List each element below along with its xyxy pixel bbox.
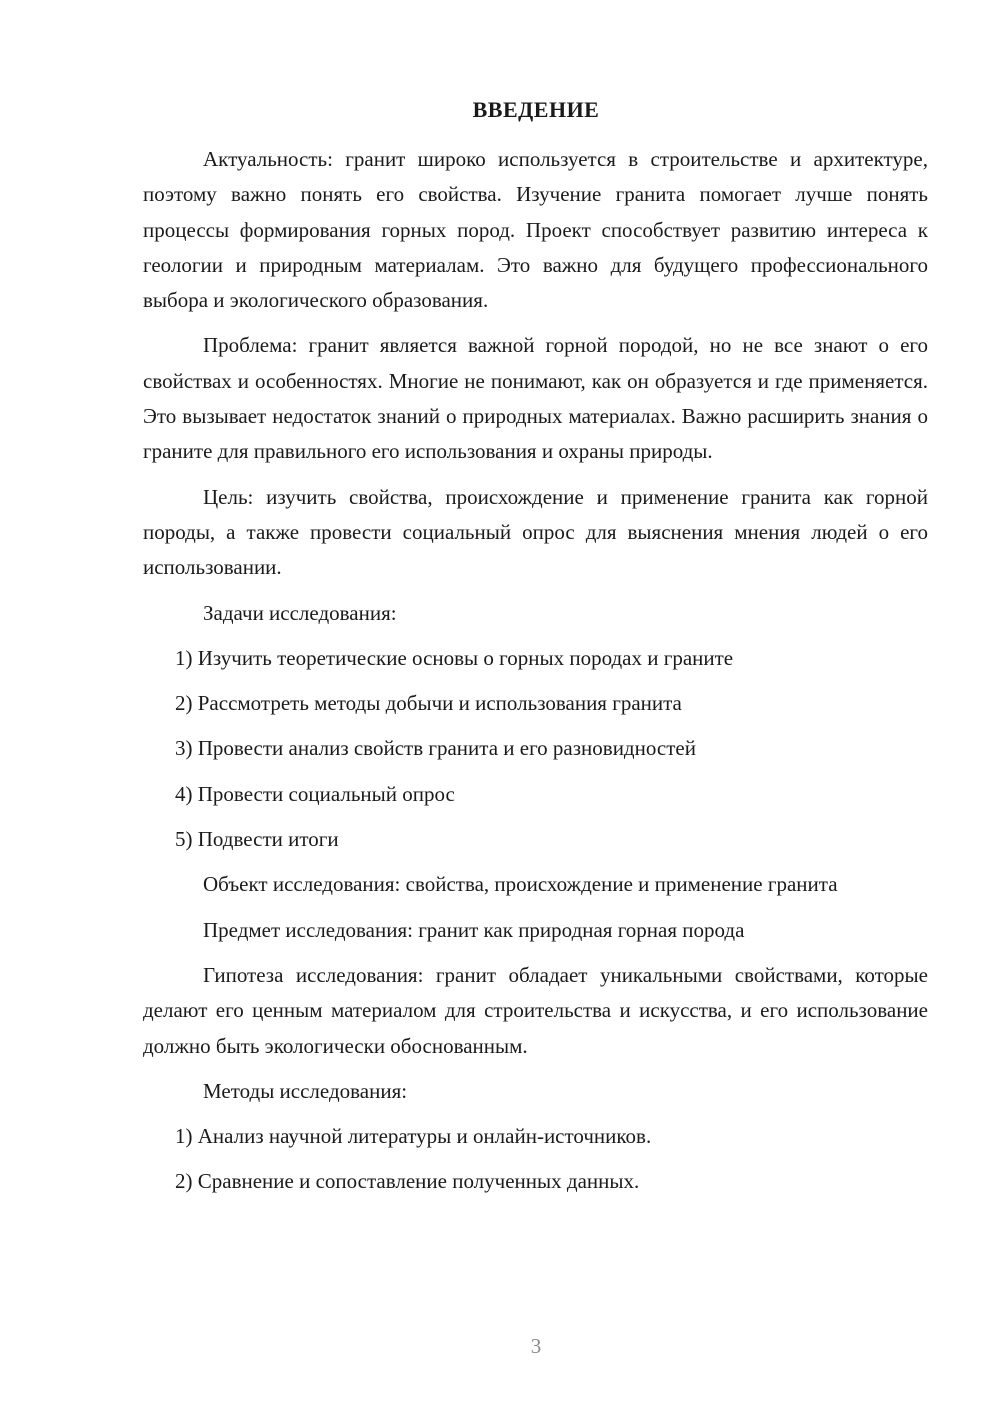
tasks-heading: Задачи исследования: bbox=[203, 600, 397, 625]
task-item-1: 1) Изучить теоретические основы о горных породах и граните bbox=[175, 645, 734, 670]
task-item-5: 5) Подвести итоги bbox=[175, 827, 339, 852]
goal-paragraph: Цель: изучить свойства, происхождение и применение гранита как горной породы, а также провести социальный опрос для выяснения мнения людей о его использовании. bbox=[143, 484, 928, 580]
section-title: ВВЕДЕНИЕ bbox=[472, 97, 600, 122]
hypothesis-paragraph: Гипотеза исследования: гранит обладает уникальными свойствами, которые делают его ценным материалом для строительства и искусства, и его использование должно быть экологически обоснованным. bbox=[143, 962, 928, 1058]
object-paragraph: Объект исследования: свойства, происхождение и применение гранита bbox=[203, 872, 838, 897]
method-item-1: 1) Анализ научной литературы и онлайн-источников. bbox=[175, 1124, 652, 1149]
methods-heading: Методы исследования: bbox=[203, 1078, 408, 1103]
subject-paragraph: Предмет исследования: гранит как природная горная порода bbox=[203, 917, 745, 942]
problem-paragraph: Проблема: гранит является важной горной породой, но не все знают о его свойствах и особенностях. Многие не понимают, как он образуется и где применяется. Это вызывает недостаток знаний о природных материалах. Важно расширить знания о граните для правильного его использования и охраны природы. bbox=[143, 333, 928, 464]
method-item-2: 2) Сравнение и сопоставление полученных данных. bbox=[175, 1169, 640, 1194]
relevance-paragraph: Актуальность: гранит широко используется в строительстве и архитектуре, поэтому важно понять его свойства. Изучение гранита помогает лучше понять процессы формирования горных пород. Проект способствует развитию интереса к геологии и природным материалам. Это важно для будущего профессионального выбора и экологического образования. bbox=[143, 147, 928, 313]
task-item-3: 3) Провести анализ свойств гранита и его разновидностей bbox=[175, 736, 696, 761]
page-number: 3 bbox=[530, 1334, 542, 1358]
task-item-4: 4) Провести социальный опрос bbox=[175, 781, 455, 806]
task-item-2: 2) Рассмотреть методы добычи и использования гранита bbox=[175, 691, 682, 716]
document-body bbox=[143, 142, 928, 1210]
